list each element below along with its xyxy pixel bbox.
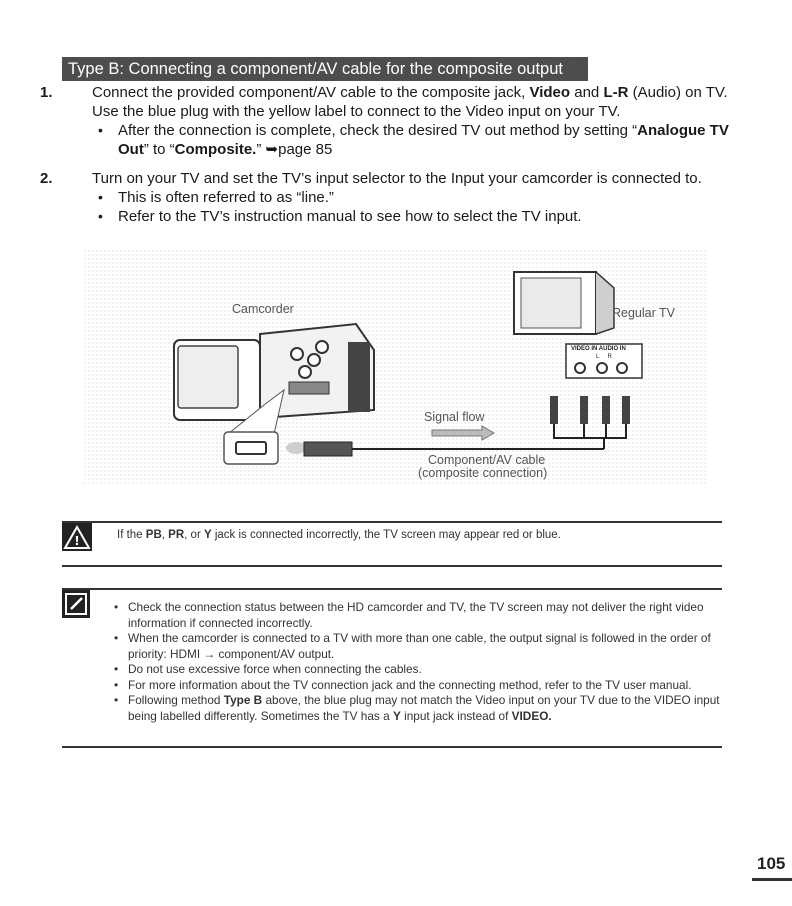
page-reference: page 85 [278,141,333,158]
caution-text-part: , or [184,529,201,541]
note-text: component/AV output. [218,646,335,661]
note-list [114,600,724,724]
step-2-bullets [52,188,740,226]
composite-term: Composite. [174,141,257,158]
note-text: Following method [128,693,221,707]
analogue-tv-out-term: Analogue TV Out [118,122,729,158]
cable-label-sub: (composite connection) [418,466,548,480]
bullet-text: ” to “ [143,141,175,158]
caution-icon [62,523,92,551]
tv-panel-label: VIDEO IN AUDIO IN [571,346,626,352]
caution-text [117,529,561,541]
note-text: input jack instead of [404,708,509,723]
note-text: When the camcorder is connected to a TV with more than one cable, the output signal is followed in the order of priority: HDMI [128,631,711,661]
caution-text-part: , [161,529,165,541]
list-item: • Refer to the TV’s instruction manual to see how to select the TV input. [92,207,740,226]
step-text: (Audio) on TV. Use the blue plug with the yellow label to connect to the Video input on your TV. [92,84,728,120]
connection-diagram [84,250,708,486]
cable-label: Component/AV cable [428,453,546,467]
list-item: • For more information about the TV connection jack and the connecting method, refer to the TV user manual. [114,678,724,694]
type-b-term: Type B [223,693,263,707]
y-term: Y [392,708,401,723]
page-number: 105 [757,854,786,873]
tv-panel-lr-label: L R [596,354,612,360]
pb-term: PB [145,529,162,541]
page-ref-arrow-icon: ➥ [265,141,279,158]
step-text: and [574,84,600,101]
bullet-text: After the connection is complete, check the desired TV out method by setting “ [118,122,638,139]
step-text: Turn on your TV and set the TV’s input selector to the Input your camcorder is connected to. [92,170,702,187]
steps-list [40,83,740,234]
lr-term: L-R [603,84,629,101]
av-plug-icon [304,442,352,456]
video-term: VIDEO. [511,708,552,723]
camcorder-label: Camcorder [232,302,294,316]
divider [62,588,722,590]
note-text: above, the blue plug may not match the Video input on your TV due to the VIDEO input being labelled differently. Sometimes the TV has a [128,693,720,723]
video-term: Video [529,84,571,101]
svg-text:!: ! [74,534,80,548]
arrow-icon: → [203,646,216,661]
pr-term: PR [168,529,185,541]
list-item: • Check the connection status between the HD camcorder and TV, the TV screen may not deliver the right video information if connected incorrectly. [114,600,724,631]
divider [62,565,722,567]
note-pencil-icon [62,590,90,618]
caution-text-part: If the [117,529,143,541]
bullet-text: ” [256,141,266,158]
step-1-bullets [52,121,740,159]
signal-flow-label: Signal flow [424,410,485,424]
list-item: • This is often referred to as “line.” [92,188,740,207]
step-number: 2. [40,170,53,187]
divider [62,746,722,748]
caution-text-part: jack is connected incorrectly, the TV screen may appear red or blue. [214,529,561,541]
y-term: Y [203,529,212,541]
step-text: Connect the provided component/AV cable to the composite jack, [92,84,526,101]
step-1 [40,83,740,159]
list-item: • Do not use excessive force when connecting the cables. [114,662,724,678]
step-2 [40,169,740,226]
list-item [114,693,724,724]
regular-tv-label: Regular TV [612,306,675,320]
divider [62,521,722,523]
section-title-banner: Type B: Connecting a component/AV cable for the composite output [62,57,588,81]
list-item [114,631,724,662]
diagram-illustration [84,250,708,486]
list-item [92,121,740,159]
step-number: 1. [40,84,53,101]
page-number-underline [752,878,792,881]
